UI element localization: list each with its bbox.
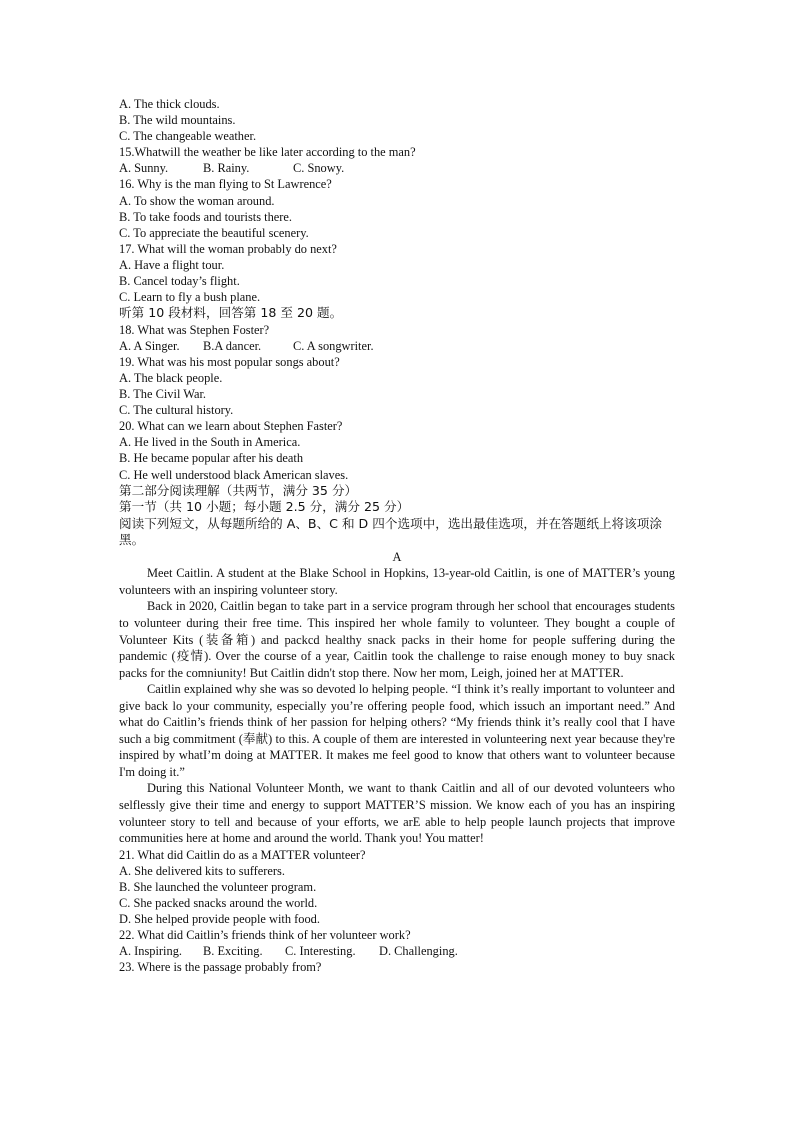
option-line: A. She delivered kits to sufferers. bbox=[119, 863, 285, 878]
option-line: B. The Civil War. bbox=[119, 387, 206, 402]
option-line: B. The wild mountains. bbox=[119, 113, 236, 128]
question-22: 22. What did Caitlin’s friends think of her volunteer work? bbox=[119, 928, 411, 943]
option-line: A. The thick clouds. bbox=[119, 97, 220, 111]
q18-option-c: C. A songwriter. bbox=[293, 338, 374, 353]
passage-paragraph: Meet Caitlin. A student at the Blake School in Hopkins, 13-year-old Caitlin, is one of MATTER’s young volunteers with an inspiring volunteer story. bbox=[119, 566, 675, 597]
option-line: C. The cultural history. bbox=[119, 403, 234, 418]
option-line: B. Cancel today’s flight. bbox=[119, 274, 240, 289]
passage-paragraph: Caitlin explained why she was so devoted lo helping people. “I think it’s really important to volunteer and give back lo your community, especially you’re offering people food, which issuch an important need.” And what do Caitlin’s friends think of her passion for helping others? “My friends think it’s really cool that I have such a big commitment (奉献) to this. A couple of them are interested in volunteering next year because they're inspired by whatI’m doing at MATTER. It makes me feel good to know that others want to volunteer because I'm doing it.” bbox=[119, 682, 675, 779]
question-19: 19. What was his most popular songs about? bbox=[119, 354, 340, 369]
material-10-instruction: 听第 10 段材料，回答第 18 至 20 题。 bbox=[119, 305, 343, 321]
q18-option-b: B.A dancer. bbox=[203, 338, 262, 353]
q15-option-a: A. Sunny. bbox=[119, 161, 169, 176]
question-18: 18. What was Stephen Foster? bbox=[119, 322, 270, 337]
part-2-title: 第二部分阅读理解（共两节，满分 35 分） bbox=[119, 482, 358, 498]
option-line: C. The changeable weather. bbox=[119, 129, 257, 144]
q15-option-b: B. Rainy. bbox=[203, 161, 250, 176]
question-20: 20. What can we learn about Stephen Faster? bbox=[119, 419, 343, 434]
option-line: C. To appreciate the beautiful scenery. bbox=[119, 225, 309, 240]
question-16: 16. Why is the man flying to St Lawrence? bbox=[119, 177, 332, 192]
q15-option-c: C. Snowy. bbox=[293, 161, 345, 176]
passage-paragraph: During this National Volunteer Month, we want to thank Caitlin and all of our devoted volunteers who selflessly give their time and energy to support MATTER’S mission. We know each of you has an inspiring volunteer story to tell and because of your efforts, we arE able to help people launch projects that improve communities here at home and around the world. Thank you! You matter! bbox=[119, 781, 675, 846]
option-line: A. To show the woman around. bbox=[119, 193, 275, 208]
option-line: A. He lived in the South in America. bbox=[119, 435, 301, 450]
option-line: C. She packed snacks around the world. bbox=[119, 895, 318, 910]
q22-options bbox=[119, 943, 675, 959]
q22-option-a: A. Inspiring. bbox=[119, 944, 182, 959]
section-1-title: 第一节（共 10 小题；每小题 2.5 分，满分 25 分） bbox=[119, 499, 410, 515]
option-line: B. To take foods and tourists there. bbox=[119, 209, 293, 224]
option-line: B. She launched the volunteer program. bbox=[119, 879, 317, 894]
option-line: C. He well understood black American slaves. bbox=[119, 467, 349, 482]
option-line: D. She helped provide people with food. bbox=[119, 912, 320, 927]
question-17: 17. What will the woman probably do next? bbox=[119, 241, 337, 256]
reading-instruction: 阅读下列短文，从每题所给的 A、B、C 和 D 四个选项中，选出最佳选项，并在答题纸上将该项涂黑。 bbox=[119, 515, 662, 548]
exam-content bbox=[119, 96, 675, 975]
q22-option-c: C. Interesting. bbox=[285, 944, 356, 959]
question-23: 23. Where is the passage probably from? bbox=[119, 960, 322, 975]
question-21: 21. What did Caitlin do as a MATTER volunteer? bbox=[119, 847, 366, 862]
passage-paragraph: Back in 2020, Caitlin began to take part in a service program through her school that encourages students to volunteer during their free time. This inspired her whole family to volunteer. They bought a couple of Volunteer Kits (装备箱) and packcd healthy snack packs in their home for people suffering during the pandemic (疫情). Over the course of a year, Caitlin took the challenge to raise enough money to buy snack packs for the comniunity! But Caitlin didn't stop there. Now her mom, Leigh, joined her at MATTER. bbox=[119, 599, 675, 680]
option-line: A. The black people. bbox=[119, 371, 223, 385]
passage-label: A bbox=[392, 550, 402, 565]
option-line: B. He became popular after his death bbox=[119, 451, 304, 466]
q22-option-d: D. Challenging. bbox=[379, 944, 458, 959]
q22-option-b: B. Exciting. bbox=[203, 944, 263, 959]
q15-options bbox=[119, 160, 675, 176]
q18-options bbox=[119, 338, 675, 354]
question-15: 15.Whatwill the weather be like later according to the man? bbox=[119, 145, 416, 160]
q18-option-a: A. A Singer. bbox=[119, 338, 180, 353]
option-line: A. Have a flight tour. bbox=[119, 257, 225, 272]
option-line: C. Learn to fly a bush plane. bbox=[119, 290, 261, 305]
